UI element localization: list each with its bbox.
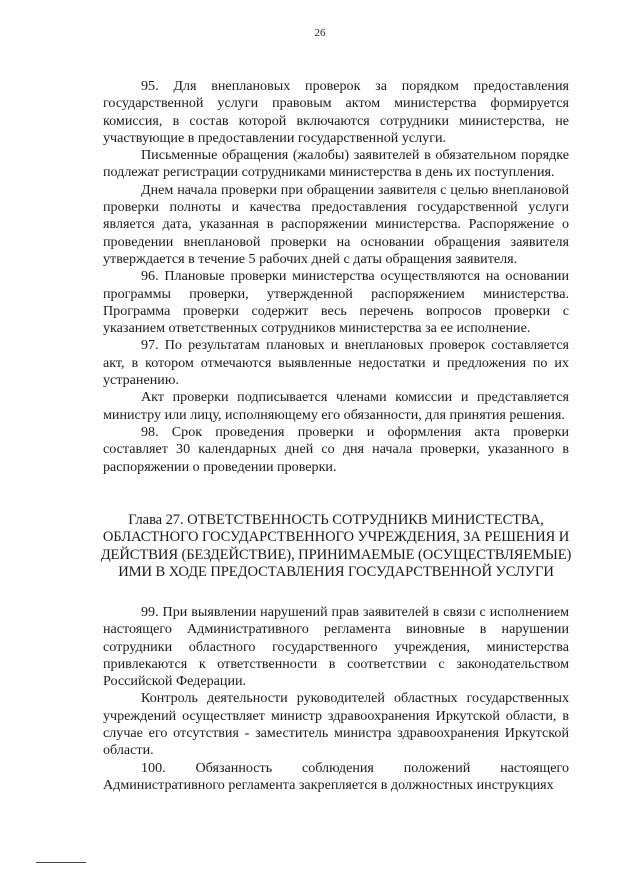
section-control-checks [103, 78, 569, 476]
paragraph-97: 97. По результатам плановых и внеплановых проверок составляется акт, в котором отмечаются выявленные недостатки и предложения по их устранению. [103, 337, 569, 389]
section-responsibility [103, 604, 569, 794]
paragraph-100: 100. Обязанность соблюдения положений настоящего Административного регламента закрепляется в должностных инструкциях [103, 759, 569, 793]
paragraph-99: 99. При выявлении нарушений прав заявителей в связи с исполнением настоящего Административного регламента виновные в нарушении сотрудники областного государственного учреждения, министерства привлекаются к ответственности в соответствии с законодательством Российской Федерации. [103, 604, 569, 690]
page-number: 26 [314, 27, 326, 39]
footnote-separator [36, 862, 86, 863]
paragraph-96: 96. Плановые проверки министерства осуществляются на основании программы проверки, утвержденной распоряжением министерства. Программа проверки содержит весь перечень вопросов проверки с указанием ответственных сотрудников министерства за ее исполнение. [103, 268, 569, 337]
paragraph-check-start-date: Днем начала проверки при обращении заявителя с целью внеплановой проверки полноты и качества предоставления государственной услуги является дата, указанная в распоряжении министерства. Распоряжение о проведении внеплановой проверки на основании обращения заявителя утверждается в течение 5 рабочих дней с даты обращения заявителя. [103, 181, 569, 267]
paragraph-control-heads: Контроль деятельности руководителей областных государственных учреждений осуществляет министр здравоохранения Иркутской области, в случае его отсутствия - заместитель министра здравоохранения Иркутской области. [103, 690, 569, 759]
paragraph-98: 98. Срок проведения проверки и оформления акта проверки составляет 30 календарных дней со дня начала проверки, указанного в распоряжении о проведении проверки. [103, 423, 569, 475]
paragraph-act-signing: Акт проверки подписывается членами комиссии и представляется министру или лицу, исполняющему его обязанности, для принятия решения. [103, 389, 569, 423]
chapter-27-title: Глава 27. ОТВЕТСТВЕННОСТЬ СОТРУДНИКВ МИНИСТЕСТВА, ОБЛАСТНОГО ГОСУДАРСТВЕННОГО УЧРЕЖДЕНИЯ, ЗА РЕШЕНИЯ И ДЕЙСТВИЯ (БЕЗДЕЙСТВИЕ), ПРИНИМАЕМЫЕ (ОСУЩЕСТВЛЯЕМЫЕ) ИМИ В ХОДЕ ПРЕДОСТАВЛЕНИЯ ГОСУДАРСТВЕННОЙ УСЛУГИ [100, 512, 572, 580]
paragraph-95: 95. Для внеплановых проверок за порядком предоставления государственной услуги правовым актом министерства формируется комиссия, в состав которой включаются сотрудники министерства, не участвующие в предоставлении государственной услуги. [103, 78, 569, 146]
paragraph-complaints: Письменные обращения (жалобы) заявителей в обязательном порядке подлежат регистрации сотрудниками министерства в день их поступления. [103, 147, 569, 181]
